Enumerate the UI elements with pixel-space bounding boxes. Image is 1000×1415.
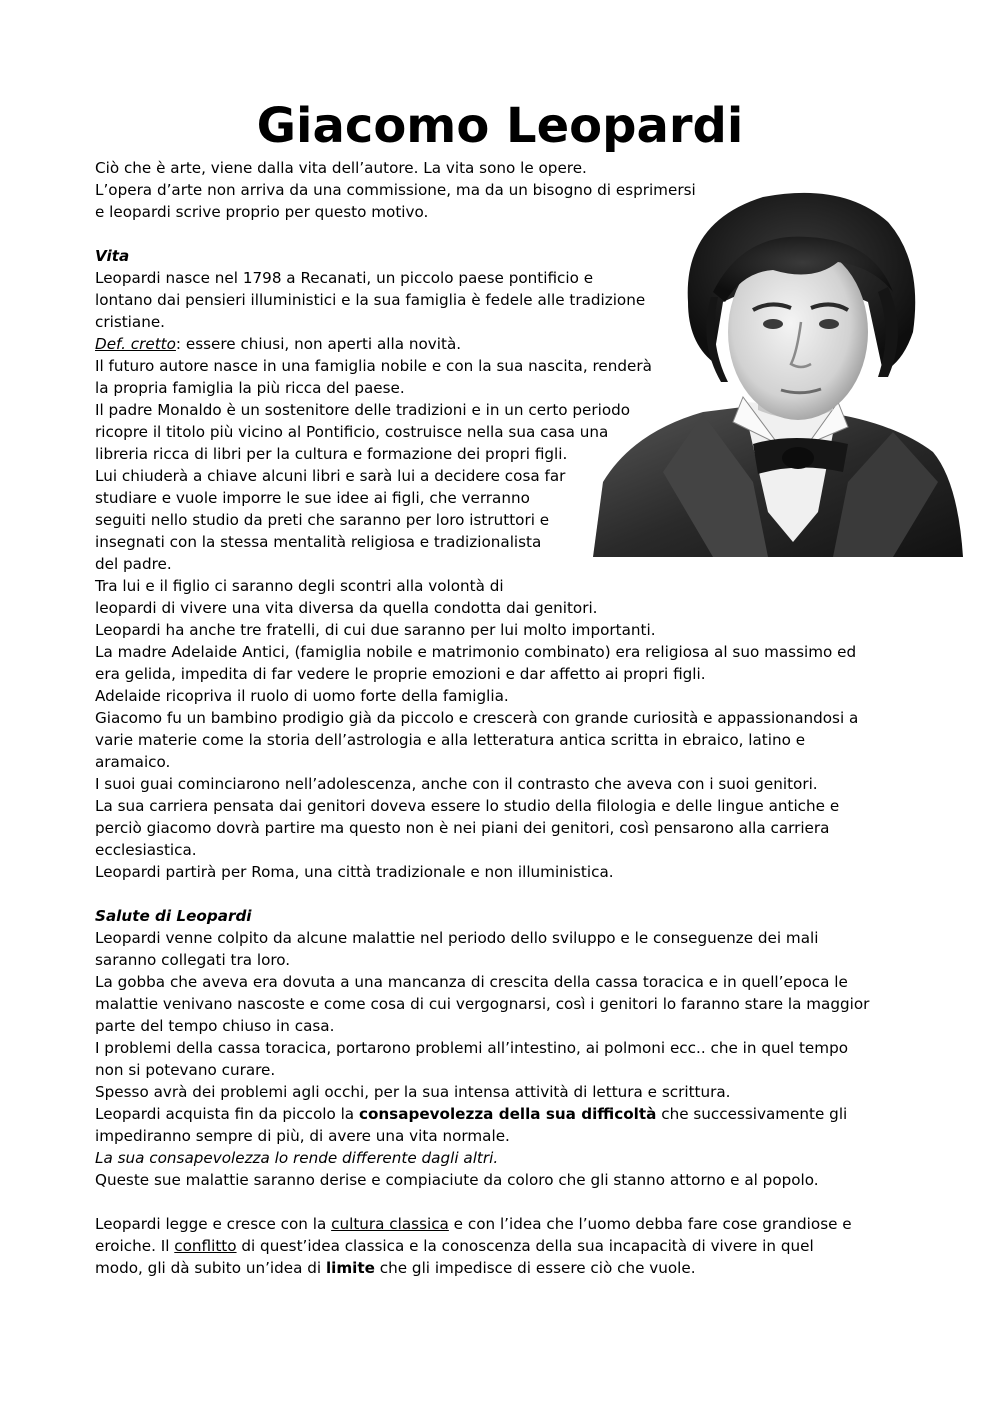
text-run: Leopardi acquista fin da piccolo la <box>95 1105 359 1123</box>
vita-line: libreria ricca di libri per la cultura e formazione dei propri figli. <box>95 445 568 463</box>
intro-line-2: L’opera d’arte non arriva da una commissione, ma da un bisogno di esprimersi <box>95 181 696 199</box>
section-heading-salute: Salute di Leopardi <box>95 907 252 925</box>
vita-line: leopardi di vivere una vita diversa da quella condotta dai genitori. <box>95 599 598 617</box>
page-title: Giacomo Leopardi <box>256 98 744 154</box>
vita-line: La madre Adelaide Antici, (famiglia nobile e matrimonio combinato) era religiosa al suo massimo ed <box>95 643 857 661</box>
definition-line <box>95 333 461 355</box>
salute-line: parte del tempo chiuso in casa. <box>95 1017 335 1035</box>
intro-line-3: e leopardi scrive proprio per questo motivo. <box>95 203 429 221</box>
vita-line: ecclesiastica. <box>95 841 197 859</box>
vita-line: del padre. <box>95 555 172 573</box>
text-run: e con l’idea che l’uomo debba fare cose grandiose e <box>448 1215 852 1233</box>
vita-line: insegnati con la stessa mentalità religiosa e tradizionalista <box>95 533 542 551</box>
text-run: modo, gli dà subito un’idea di <box>95 1259 326 1277</box>
text-run: Leopardi legge e cresce con la <box>95 1215 332 1233</box>
vita-line: perciò giacomo dovrà partire ma questo non è nei piani dei genitori, così pensarono alla carriera <box>95 819 830 837</box>
salute-line: saranno collegati tra loro. <box>95 951 291 969</box>
salute-line: Spesso avrà dei problemi agli occhi, per la sua intensa attività di lettura e scrittura. <box>95 1083 731 1101</box>
vita-line: I suoi guai cominciarono nell’adolescenza, anche con il contrasto che aveva con i suoi genitori. <box>95 775 818 793</box>
cultura-line <box>95 1213 852 1235</box>
cultura-line <box>95 1257 696 1279</box>
consapevolezza-line <box>95 1103 847 1125</box>
vita-line: Il futuro autore nasce in una famiglia nobile e con la sua nascita, renderà <box>95 357 652 375</box>
vita-line: Leopardi partirà per Roma, una città tradizionale e non illuministica. <box>95 863 614 881</box>
text-run: che successivamente gli <box>656 1105 848 1123</box>
vita-line: Leopardi ha anche tre fratelli, di cui due saranno per lui molto importanti. <box>95 621 656 639</box>
vita-line: Il padre Monaldo è un sostenitore delle tradizioni e in un certo periodo <box>95 401 631 419</box>
vita-line: Leopardi nasce nel 1798 a Recanati, un piccolo paese pontificio e <box>95 269 594 287</box>
text-run: che gli impedisce di essere ciò che vuole. <box>374 1259 696 1277</box>
bold-word: limite <box>325 1259 375 1277</box>
vita-line: studiare e vuole imporre le sue idee ai figli, che verranno <box>95 489 530 507</box>
vita-line: Giacomo fu un bambino prodigio già da piccolo e crescerà con grande curiosità e appassionandosi a <box>95 709 859 727</box>
intro-line-1: Ciò che è arte, viene dalla vita dell’autore. La vita sono le opere. <box>95 159 587 177</box>
italic-note: La sua consapevolezza lo rende differente dagli altri. <box>95 1149 499 1167</box>
text-run: eroiche. Il <box>95 1237 175 1255</box>
definition-term: Def. cretto <box>95 335 176 353</box>
vita-line: ricopre il titolo più vicino al Pontificio, costruisce nella sua casa una <box>95 423 609 441</box>
underlined-phrase: conflitto <box>174 1237 237 1255</box>
definition-text: : essere chiusi, non aperti alla novità. <box>175 335 462 353</box>
text-run: di quest’idea classica e la conoscenza della sua incapacità di vivere in quel <box>236 1237 814 1255</box>
bold-phrase: consapevolezza della sua difficoltà <box>358 1105 657 1123</box>
salute-line: La gobba che aveva era dovuta a una mancanza di crescita della cassa toracica e in quell’epoca le <box>95 973 848 991</box>
underlined-phrase: cultura classica <box>331 1215 449 1233</box>
vita-line: aramaico. <box>95 753 171 771</box>
salute-line: Leopardi venne colpito da alcune malattie nel periodo dello sviluppo e le conseguenze dei mali <box>95 929 819 947</box>
vita-line: la propria famiglia la più ricca del paese. <box>95 379 405 397</box>
vita-line: lontano dai pensieri illuministici e la sua famiglia è fedele alle tradizione <box>95 291 646 309</box>
cultura-line <box>95 1235 814 1257</box>
salute-line: impediranno sempre di più, di avere una vita normale. <box>95 1127 510 1145</box>
vita-line: La sua carriera pensata dai genitori doveva essere lo studio della filologia e delle lingue antiche e <box>95 797 840 815</box>
vita-line: seguiti nello studio da preti che saranno per loro istruttori e <box>95 511 550 529</box>
vita-line: Tra lui e il figlio ci saranno degli scontri alla volontà di <box>95 577 504 595</box>
salute-line: malattie venivano nascoste e come cosa di cui vergognarsi, così i genitori lo faranno stare la maggior <box>95 995 870 1013</box>
section-heading-vita: Vita <box>95 247 130 265</box>
salute-line: non si potevano curare. <box>95 1061 276 1079</box>
salute-line: I problemi della cassa toracica, portarono problemi all’intestino, ai polmoni ecc.. che in quel tempo <box>95 1039 848 1057</box>
vita-line: cristiane. <box>95 313 166 331</box>
vita-line: era gelida, impedita di far vedere le proprie emozioni e dar affetto ai propri figli. <box>95 665 706 683</box>
vita-line: varie materie come la storia dell’astrologia e alla letteratura antica scritta in ebraico, latino e <box>95 731 806 749</box>
salute-line: Queste sue malattie saranno derise e compiaciute da coloro che gli stanno attorno e al popolo. <box>95 1171 819 1189</box>
vita-line: Lui chiuderà a chiave alcuni libri e sarà lui a decidere cosa far <box>95 467 566 485</box>
vita-line: Adelaide ricopriva il ruolo di uomo forte della famiglia. <box>95 687 509 705</box>
